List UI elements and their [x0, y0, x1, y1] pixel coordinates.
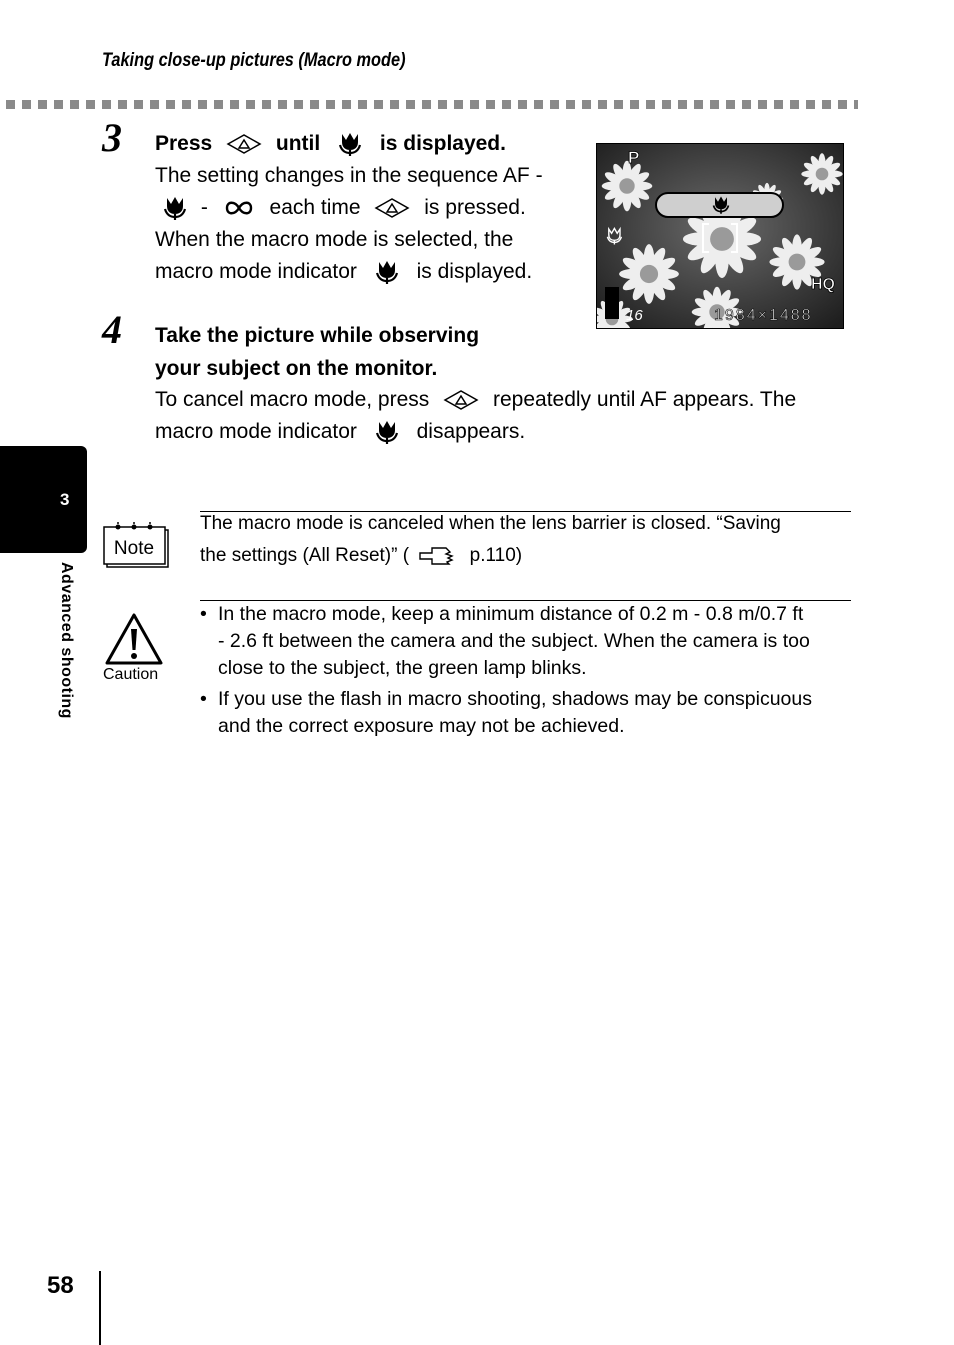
monitor-frames-count: 16 — [626, 307, 643, 324]
step-3-indicator-text: macro mode indicator — [155, 260, 357, 283]
caution-bullet-1-symbol: • — [200, 603, 207, 625]
step-4-number: 4 — [102, 307, 122, 352]
monitor-quality-label: HQ — [811, 276, 835, 293]
step-4-cancel-text: To cancel macro mode, press — [155, 388, 430, 411]
caution-bullet-1 — [218, 601, 858, 682]
note-label: Note — [113, 538, 155, 559]
note-line-1: The macro mode is canceled when the lens barrier is closed. “Saving — [200, 513, 781, 534]
step-4-title-line-1: Take the picture while observing — [155, 324, 480, 347]
step-4-line-1 — [155, 384, 796, 416]
step-4-indicator-text: macro mode indicator — [155, 420, 357, 443]
caution-bullet-2 — [218, 686, 858, 740]
header-dotted-rule — [6, 100, 858, 109]
caution-label: Caution — [103, 666, 159, 683]
pointing-hand-icon — [418, 545, 454, 567]
caution-bullet-2-line: If you use the flash in macro shooting, shadows may be conspicuous — [218, 688, 812, 710]
up-arrow-button-icon — [226, 133, 262, 155]
chapter-label: Advanced shooting — [58, 562, 75, 719]
step-3-title-until: until — [275, 132, 321, 155]
up-arrow-button-icon — [374, 197, 410, 219]
step-3-title-press: Press — [155, 132, 213, 155]
monitor-flower-image — [597, 144, 844, 329]
step-4-title-line-2: your subject on the monitor. — [155, 357, 438, 380]
chapter-side-tab — [0, 446, 87, 553]
caution-bullet-1-line: In the macro mode, keep a minimum distance of 0.2 m - 0.8 m/0.7 ft — [218, 603, 804, 625]
step-3-title-displayed: is displayed. — [379, 132, 506, 155]
step-4-disappears-text: disappears. — [416, 420, 526, 443]
step-3-is-displayed: is displayed. — [416, 260, 533, 283]
caution-warning-icon — [104, 612, 164, 666]
step-3-line-1: The setting changes in the sequence AF - — [155, 164, 543, 187]
monitor-resolution: 1984×1488 — [714, 307, 813, 324]
caution-bullet-2-line: and the correct exposure may not be achieved. — [218, 715, 625, 737]
step-3-number: 3 — [102, 115, 122, 160]
page-number: 58 — [47, 1272, 74, 1299]
step-3-each-time: each time — [269, 196, 361, 219]
step-4-repeatedly-text: repeatedly until AF appears. The — [492, 388, 797, 411]
up-arrow-button-icon — [443, 389, 479, 411]
monitor-mode-label: P — [628, 148, 640, 167]
page-header-title: Taking close-up pictures (Macro mode) — [102, 50, 406, 71]
caution-bullet-1-line: - 2.6 ft between the camera and the subject. When the camera is too — [218, 630, 810, 652]
infinity-icon — [222, 199, 256, 217]
step-3-title — [155, 128, 506, 160]
note-line-2 — [200, 540, 522, 571]
macro-tulip-icon — [375, 259, 399, 285]
note-reference-text: the settings (All Reset)” ( — [200, 545, 410, 566]
chapter-number: 3 — [60, 490, 70, 509]
monitor-preview — [596, 143, 844, 329]
step-3-line-2 — [155, 192, 526, 224]
step-3-dash: - — [200, 196, 208, 219]
macro-tulip-icon — [338, 131, 362, 157]
note-icon — [103, 522, 169, 568]
caution-bullet-1-line: close to the subject, the green lamp blinks. — [218, 657, 587, 679]
macro-tulip-icon — [163, 195, 187, 221]
step-4-line-2 — [155, 416, 525, 448]
step-3-line-3: When the macro mode is selected, the — [155, 228, 514, 251]
note-page-reference: p.110) — [469, 545, 523, 566]
caution-bullet-2-symbol: • — [200, 688, 207, 710]
step-3-line-4 — [155, 256, 532, 288]
page-number-divider — [99, 1271, 101, 1345]
step-3-is-pressed: is pressed. — [424, 196, 526, 219]
macro-tulip-icon — [375, 419, 399, 445]
